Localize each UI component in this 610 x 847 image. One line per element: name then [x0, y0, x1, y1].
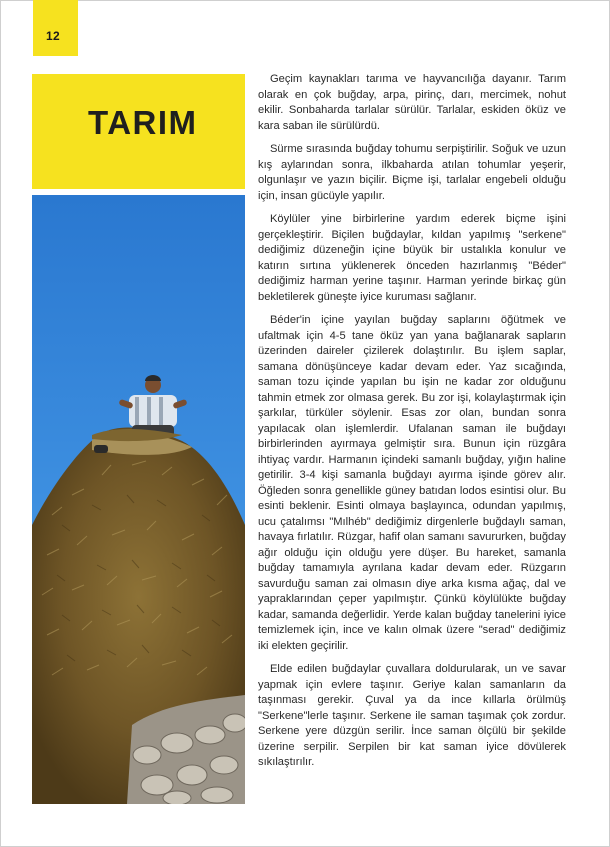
section-title: TARIM — [88, 104, 198, 141]
paragraph: Béder'in içine yayılan buğday saplarını öğütmek ve ufaltmak için 4-5 tane öküz yan yana bağlanarak sapların üzerinden daireler çizilerek dolaştırılır. Bu işlem saplar, samana dönüşünceye kadar devam eder. Yaz sıcağında, saman tozu içinde yapılan bu işin ne kadar zor olduğunu tahmin etmek zor olmasa gerek. Bu zor işi, kolaylaştırmak için şarkılar, türküler söylenir. Esas zor olan, bundan sonra yapılacak olan işlemlerdir. Ufalanan saman ile buğdayı birbirlerinden ayırmaya gelmiştir sıra. Bunun için rüzgâra ihtiyaç vardır. Harmanın içindeki samanlı buğday, yığın haline getirilir. 3-4 kişi samanla buğdayı ayırma işinde görev alır. Öğleden sonra genellikle güney batıdan lodos esintisi olur. Bu esinti beklenir. Esinti olmaya başlayınca, odundan yapılmış, ucu çatalımsı "Mılhéb" dediğimiz dirgenlerle buğdaylı saman, havaya fırlatılır. Rüzgar, hafif olan samanı savururken, buğday ağır olduğu için olduğu yere düşer. Bu hareket, samanla buğday tamamıyla ayrılana kadar devam eder. Rüzgarın savurduğu saman zai olmasın diye arka kısma ağaç, dal ve yapraklarından çeper yapılmıştır. Çünkü köylülükte buğday kadar, samanda değerlidir. Yerde kalan buğday tanelerini iyice temizlemek için, ince ve kalın olmak üzere "serad" dediğimiz iki elekten geçirilir. — [258, 314, 566, 652]
paragraph: Sürme sırasında buğday tohumu serpiştirilir. Soğuk ve uzun kış aylarından sonra, ilkbaharda atılan tohumlar yeşerir, olgunlaşır ve yazın biçilir. Biçme işi, tarlalar engebeli olduğu için, insan gücüyle yapılır. — [258, 143, 566, 202]
paragraph: Geçim kaynakları tarıma ve hayvancılığa dayanır. Tarım olarak en çok buğday, arpa, pirinç, darı, mercimek, nohut ekilir. Sonbaharda tarlalar sürülür. Tarlalar, eskiden öküz ve kara saban ile sürülürdü. — [258, 73, 566, 132]
paragraph: Elde edilen buğdaylar çuvallara doldurularak, un ve savar yapmak için evlere taşınır. Geriye kalan samanların da taşınması gerekir. Çuval ya da ince kıllarla örülmüş "Serkene"lerle taşınır. Serkene ile saman taşımak çok zordur. Serkene yere düzgün serilir. İnce saman ölçülü bir şekilde üzerine serpilir. Serpilen bir kat saman iyice dövülerek sıkılaştırılır. — [258, 663, 566, 768]
page-number-tab — [33, 0, 78, 56]
paragraph: Köylüler yine birbirlerine yardım ederek biçme işini gerçekleştirir. Biçilen buğdaylar, kıldan yapılmış "serkene" dediğimiz düzeneğin içine büyük bir ustalıkla konulur ve katırın sırtına yüklenerek önceden hazırlanmış "Béder" dediğimiz harman yerine taşınır. Harman yerinde birkaç gün bekletilerek güneşte iyice kuruması sağlanır. — [258, 213, 566, 303]
harvest-photo — [32, 195, 245, 804]
page-number: 12 — [46, 29, 60, 43]
article-body — [258, 72, 566, 779]
